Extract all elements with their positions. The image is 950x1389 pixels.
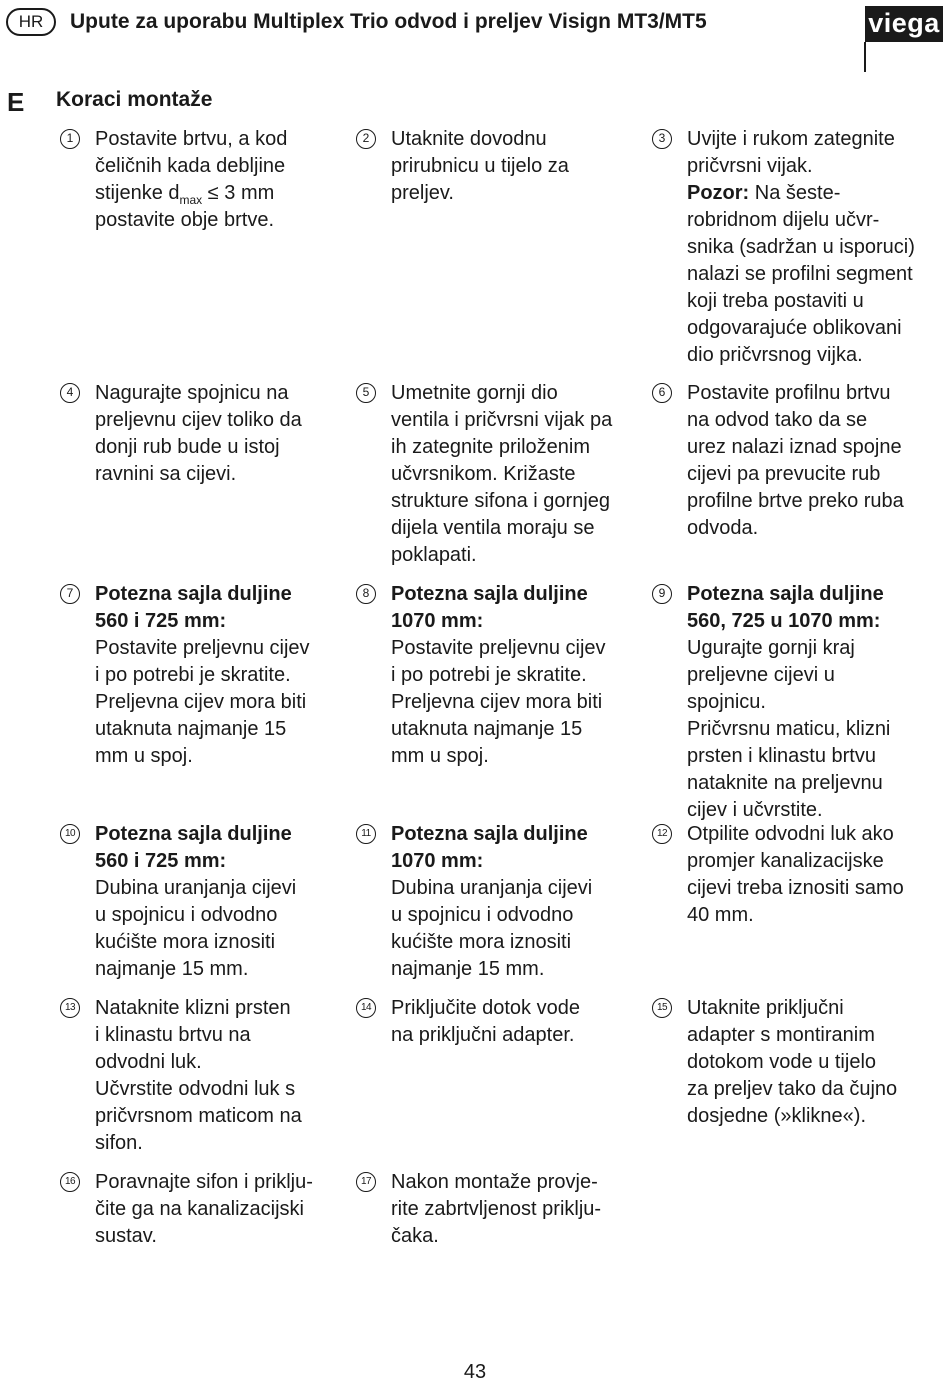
step-6	[658, 380, 947, 542]
step-number-badge: 13	[60, 998, 80, 1018]
step-number-badge: 9	[652, 584, 672, 604]
step-number-badge: 2	[356, 129, 376, 149]
step-12	[656, 821, 947, 929]
step-number-badge: 11	[356, 824, 376, 844]
page-number: 43	[463, 1361, 487, 1383]
step-heading: Potezna sajla duljine 560 i 725 mm:	[95, 823, 292, 872]
step-text: Umetnite gornji dio ventila i pričvrsni vijak pa ih zategnite priloženim učvrsnikom. Križaste strukture sifona i gornjeg dijela ventila moraju se poklapati.	[391, 382, 613, 566]
step-number-badge: 8	[356, 584, 376, 604]
viega-logo: viega	[865, 6, 943, 42]
step-number-badge: 1	[60, 129, 80, 149]
step-4	[66, 380, 357, 488]
step-number-badge: 10	[60, 824, 80, 844]
step-text: Dubina uranjanja cijevi u spojnicu i odvodno kućište mora iznositi najmanje 15 mm.	[391, 877, 593, 980]
step-text: Nakon montaže provje- rite zabrtvljenost priklju- čaka.	[391, 1171, 602, 1247]
step-9	[658, 581, 947, 824]
step-text: Ugurajte gornji kraj preljevne cijevi u spojnicu. Pričvrsnu maticu, klizni prsten i klinastu brtvu nataknite na preljevnu cijev i učvrstite.	[687, 637, 891, 821]
step-16	[64, 1169, 357, 1250]
step-number-badge: 16	[60, 1172, 80, 1192]
section-letter: E	[7, 87, 25, 117]
step-text: Nataknite klizni prsten i klinastu brtvu na odvodni luk. Učvrstite odvodni luk s pričvrsnom maticom na sifon.	[95, 997, 302, 1154]
step-number-badge: 15	[652, 998, 672, 1018]
step-text: Postavite profilnu brtvu na odvod tako da se urez nalazi iznad spojne cijevi pa prevucite rub profilne brtve preko ruba odvoda.	[687, 382, 904, 539]
caution-label: Pozor:	[687, 182, 750, 204]
step-heading: Potezna sajla duljine 1070 mm:	[391, 583, 588, 632]
step-text: Postavite brtvu, a kod čeličnih kada debljine stijenke $d_{max} \le 3$ mm postavite obje brtve.	[95, 128, 288, 231]
step-number-badge: 14	[356, 998, 376, 1018]
step-text: Priključite dotok vode na priključni adapter.	[391, 997, 580, 1046]
step-text: Utaknite priključni adapter s montiranim dotokom vode u tijelo za preljev tako da čujno dosjedne (»klikne«).	[687, 997, 898, 1127]
step-3	[658, 126, 947, 369]
language-badge: HR	[6, 8, 56, 36]
step-10	[64, 821, 357, 983]
document-title: Upute za uporabu Multiplex Trio odvod i preljev Visign MT3/MT5	[70, 10, 707, 33]
step-text: Postavite preljevnu cijev i po potrebi je skratite. Preljevna cijev mora biti utaknuta najmanje 15 mm u spoj.	[391, 637, 606, 767]
step-number-badge: 17	[356, 1172, 376, 1192]
step-text: Postavite preljevnu cijev i po potrebi je skratite. Preljevna cijev mora biti utaknuta najmanje 15 mm u spoj.	[95, 637, 310, 767]
step-text: Uvijte i rukom zategnite pričvrsni vijak. Pozor: Na šeste- robridnom dijelu učvr- snika (sadržan u isporuci) nalazi se profilni segment koji treba postaviti u odgovarajuće oblikovani dio pričvrsnog vijka.	[687, 128, 915, 366]
section-heading: Koraci montaže	[56, 88, 213, 111]
step-heading: Potezna sajla duljine 560 i 725 mm:	[95, 583, 292, 632]
step-8	[362, 581, 653, 770]
subscript-max: max	[179, 193, 203, 207]
step-17	[360, 1169, 653, 1250]
step-7	[66, 581, 357, 770]
step-number-badge: 7	[60, 584, 80, 604]
step-13	[64, 995, 357, 1157]
step-text: Nagurajte spojnicu na preljevnu cijev toliko da donji rub bude u istoj ravnini sa cijevi.	[95, 382, 302, 485]
step-number-badge: 5	[356, 383, 376, 403]
step-text: Otpilite odvodni luk ako promjer kanalizacijske cijevi treba iznositi samo 40 mm.	[687, 823, 904, 926]
step-heading: Potezna sajla duljine 560, 725 u 1070 mm:	[687, 583, 884, 632]
step-number-badge: 4	[60, 383, 80, 403]
step-2	[362, 126, 653, 207]
step-text: Utaknite dovodnu prirubnicu u tijelo za preljev.	[391, 128, 569, 204]
step-15	[656, 995, 947, 1130]
step-heading: Potezna sajla duljine 1070 mm:	[391, 823, 588, 872]
step-1	[66, 126, 357, 234]
step-text: Poravnajte sifon i priklju- čite ga na kanalizacijski sustav.	[95, 1171, 313, 1247]
step-14	[360, 995, 653, 1049]
step-text: Dubina uranjanja cijevi u spojnicu i odvodno kućište mora iznositi najmanje 15 mm.	[95, 877, 297, 980]
step-5	[362, 380, 653, 569]
step-number-badge: 3	[652, 129, 672, 149]
logo-divider	[864, 42, 866, 72]
step-number-badge: 12	[652, 824, 672, 844]
step-11	[361, 821, 653, 983]
step-number-badge: 6	[652, 383, 672, 403]
